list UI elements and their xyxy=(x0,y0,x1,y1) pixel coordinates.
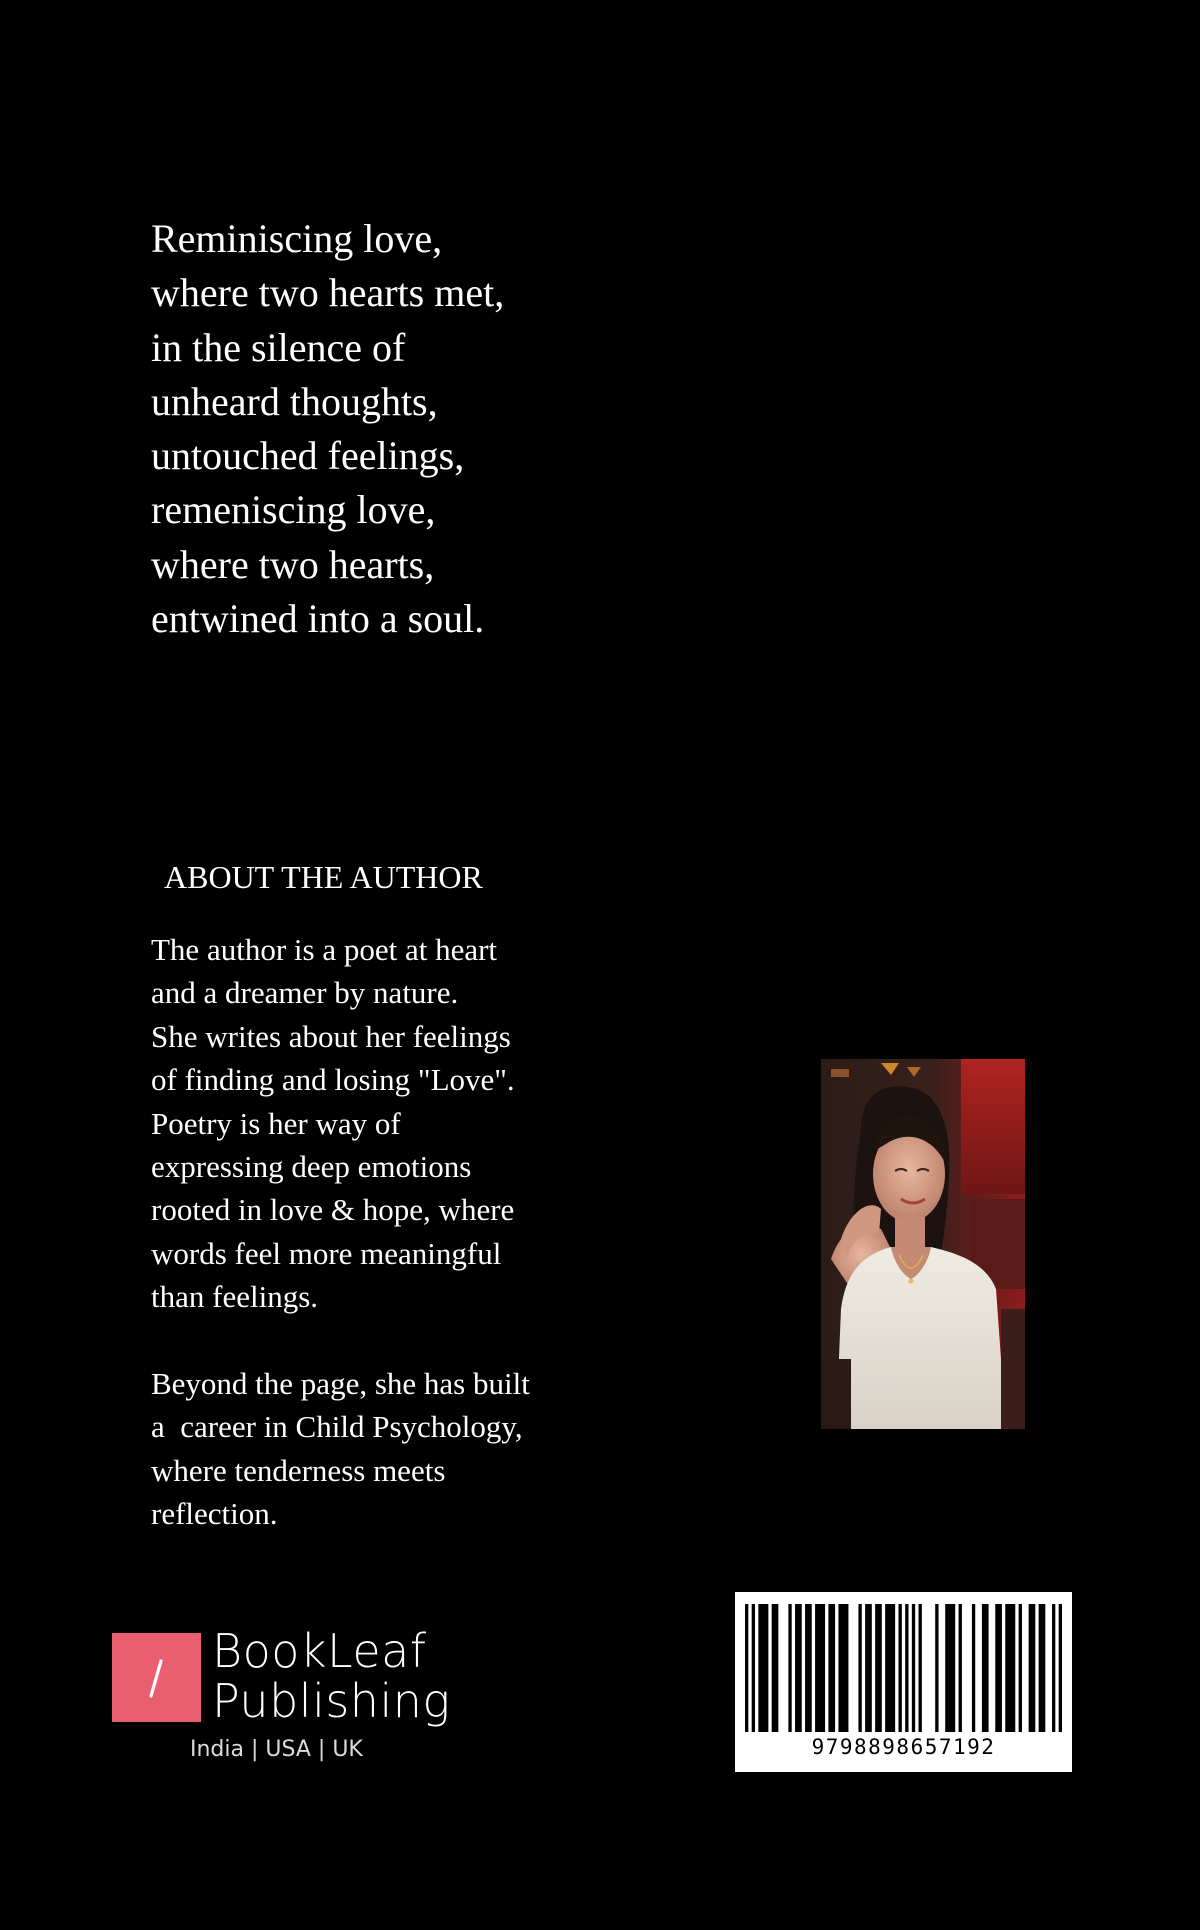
author-photo xyxy=(821,1059,1025,1429)
barcode-bar xyxy=(1005,1604,1015,1732)
barcode-bar xyxy=(1039,1604,1046,1732)
isbn-number: 9798898657192 xyxy=(811,1735,996,1759)
barcode-bar xyxy=(905,1604,908,1732)
poem-line: where two hearts, xyxy=(151,541,435,587)
barcode-bar xyxy=(1059,1604,1062,1732)
barcode-bar xyxy=(885,1604,895,1732)
barcode-bar xyxy=(858,1604,861,1732)
poem-line: Reminiscing love, xyxy=(151,216,443,261)
publisher-locations: India | USA | UK xyxy=(190,1737,363,1762)
barcode-bar xyxy=(995,1604,1002,1732)
poem-line: untouched feelings, xyxy=(151,433,465,479)
barcode-bar xyxy=(788,1604,791,1732)
slash-logo-icon xyxy=(112,1633,201,1722)
barcode-bar xyxy=(838,1604,848,1732)
publisher-name-line2: Publishing xyxy=(212,1674,451,1728)
poem-line: in the silence of xyxy=(151,324,406,370)
bio-line: Beyond the page, she has built xyxy=(151,1366,530,1402)
barcode-bar xyxy=(1029,1604,1036,1732)
back-cover-poem xyxy=(151,212,671,646)
barcode-bar xyxy=(772,1604,779,1732)
bio-line: expressing deep emotions xyxy=(151,1149,472,1185)
poem-line: unheard thoughts, xyxy=(151,378,438,424)
barcode-bar xyxy=(875,1604,882,1732)
bio-line: reflection. xyxy=(151,1496,278,1532)
barcode-bar xyxy=(758,1604,768,1732)
barcode-bar xyxy=(815,1604,825,1732)
publisher-logo xyxy=(112,1626,472,1776)
publisher-name-line1: BookLeaf xyxy=(212,1624,427,1678)
paragraph-gap xyxy=(151,1319,631,1362)
barcode-bar xyxy=(1052,1604,1055,1732)
bio-line: She writes about her feelings xyxy=(151,1018,511,1054)
bio-line: than feelings. xyxy=(151,1279,319,1315)
bio-line: words feel more meaningful xyxy=(151,1235,502,1271)
barcode-bar xyxy=(982,1604,989,1732)
bio-line: where tenderness meets xyxy=(151,1452,446,1488)
barcode-bar xyxy=(745,1604,748,1732)
barcode-bar xyxy=(945,1604,955,1732)
bio-line: The author is a poet at heart xyxy=(151,932,498,967)
bio-line: and a dreamer by nature. xyxy=(151,975,459,1011)
barcode-bar xyxy=(898,1604,901,1732)
bio-line: of finding and losing "Love". xyxy=(151,1062,515,1098)
bio-line: a career in Child Psychology, xyxy=(151,1409,523,1445)
barcode-bar xyxy=(828,1604,835,1732)
barcode-bar xyxy=(1019,1604,1022,1732)
barcode-bar xyxy=(919,1604,922,1732)
barcode-bar xyxy=(752,1604,755,1732)
barcode-bar xyxy=(972,1604,975,1732)
poem-line: remeniscing love, xyxy=(151,487,436,533)
barcode-bar xyxy=(795,1604,802,1732)
poem-line: entwined into a soul. xyxy=(151,596,485,642)
barcode-bar xyxy=(959,1604,962,1732)
bio-line: rooted in love & hope, where xyxy=(151,1192,515,1228)
barcode-bars xyxy=(735,1592,1072,1737)
barcode-bar xyxy=(865,1604,872,1732)
barcode-bar xyxy=(935,1604,938,1732)
about-the-author-heading: ABOUT THE AUTHOR xyxy=(164,859,483,895)
bio-line: Poetry is her way of xyxy=(151,1105,401,1141)
barcode-bar xyxy=(805,1604,812,1732)
author-bio xyxy=(151,928,631,1536)
barcode-bar xyxy=(912,1604,915,1732)
poem-line: where two hearts met, xyxy=(151,270,505,316)
isbn-barcode xyxy=(735,1592,1072,1772)
